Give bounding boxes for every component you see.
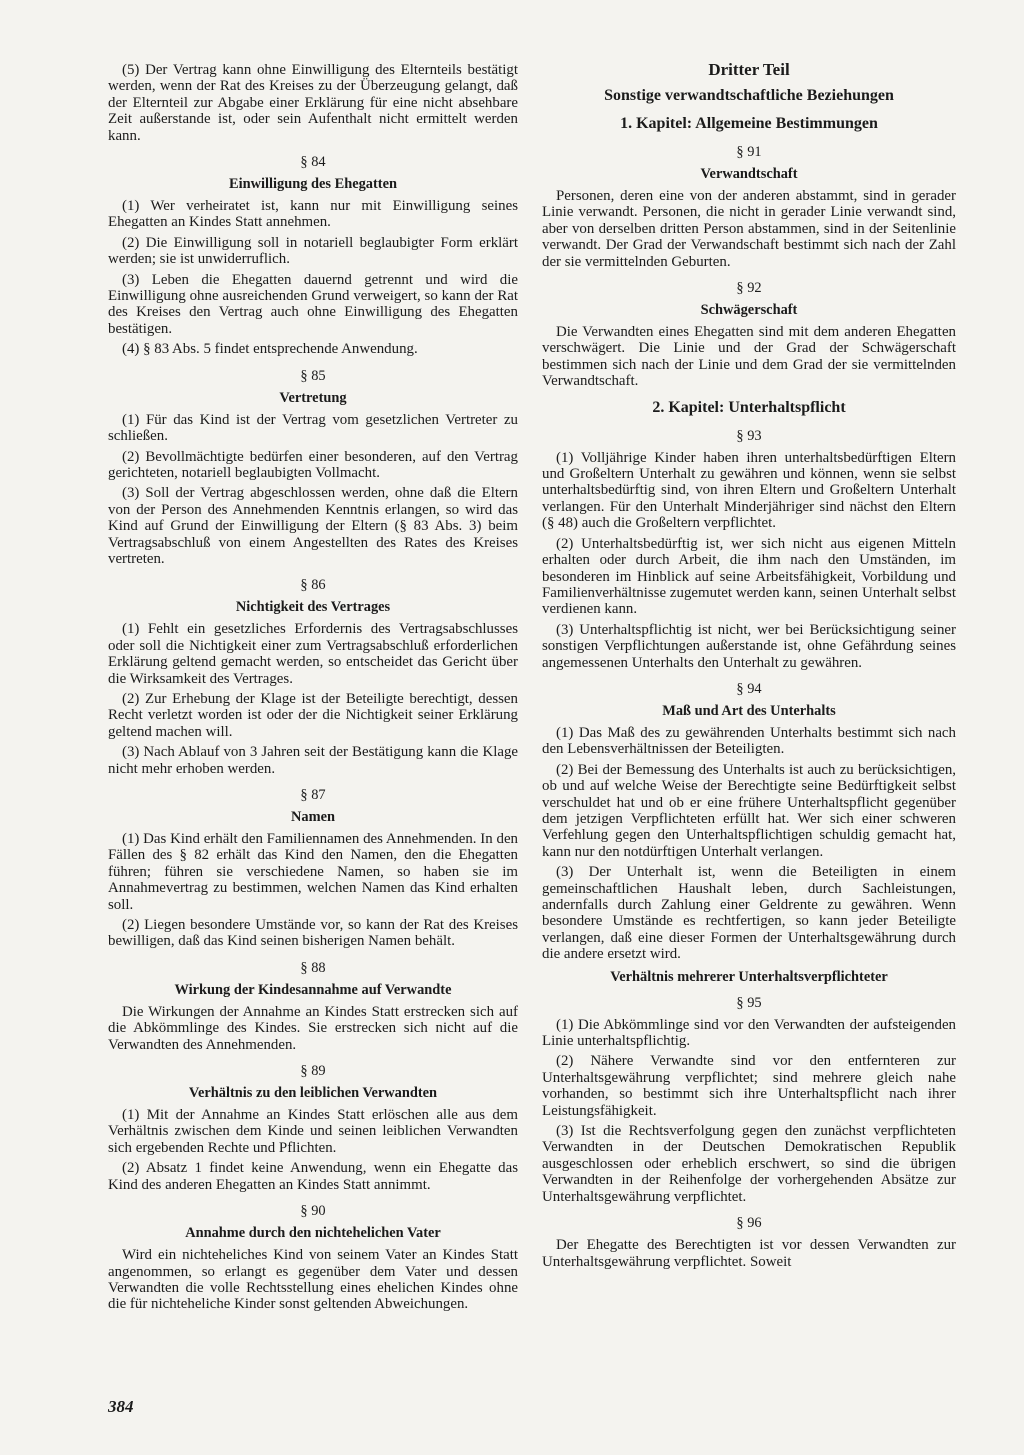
paragraph: (1) Das Kind erhält den Familiennamen des Annehmenden. In den Fällen des § 82 erhält das Kind den Namen, den die Ehegatten führen; führen sie verschiedene Namen, so haben sie im Annahmevertrag zu bestimmen, welchen Namen das Kind erhalten soll. (108, 831, 518, 913)
paragraph: (2) Zur Erhebung der Klage ist der Beteiligte berechtigt, dessen Recht verletzt worden ist oder der die Nichtigkeit seiner Erklärung geltend machen will. (108, 690, 518, 740)
paragraph: (4) § 83 Abs. 5 findet entsprechende Anwendung. (122, 341, 418, 358)
paragraph: Personen, deren eine von der anderen abstammt, sind in gerader Linie verwandt. Personen, die nicht in gerader Linie verwandt sind, aber von derselben dritten Person abstammen, sind in der Seitenlinie verwandt. Der Grad der Verwandschaft bestimmt sich nach der Zahl der sie vermittelnden Geburten. (542, 188, 956, 270)
paragraph: (5) Der Vertrag kann ohne Einwilligung des Elternteils bestätigt werden, wenn der Rat des Kreises zu der Überzeugung gelangt, daß der Elternteil zur Abgabe einer Erklärung für eine nicht absehbare Zeit außerstande ist, oder sein Aufenthalt nicht ermittelt werden kann. (108, 62, 518, 144)
section-heading: Schwägerschaft (700, 302, 798, 319)
paragraph: Die Wirkungen der Annahme an Kindes Statt erstrecken sich auf die Abkömmlinge des Kindes. Sie erstrecken sich nicht auf die Verwandten des Annehmenden. (108, 1003, 518, 1053)
section-number: § 90 (300, 1203, 326, 1220)
paragraph: (3) Der Unterhalt ist, wenn die Beteiligten in einem gemeinschaftlichen Haushalt leben, durch Sachleistungen, andernfalls durch Zahlung einer Geldrente zu gewähren. Wenn besondere Umstände es rechtfertigen, so kann jeder Beteiligte verlangen, daß eine dieser Formen der Unterhaltsgewährung durch die andere ersetzt wird. (542, 864, 956, 963)
section-heading: Namen (291, 809, 335, 825)
paragraph: (2) Die Einwilligung soll in notariell beglaubigter Form erklärt werden; sie ist unwiderruflich. (108, 234, 518, 268)
section-heading: Nichtigkeit des Vertrages (235, 599, 391, 616)
left-column (108, 62, 518, 1317)
section-group-heading: Verhältnis mehrerer Unterhaltsverpflichteter (610, 968, 888, 985)
section-heading: Verwandtschaft (700, 166, 798, 182)
paragraph: Wird ein nichteheliches Kind von seinem Vater an Kindes Statt angenommen, so erlangt es gegenüber dem Vater und dessen Verwandten die volle Rechtsstellung eines ehelichen Kindes ohne die für nichteheliche Kinder sonst geltenden Abweichungen. (108, 1247, 518, 1313)
part-title: Dritter Teil (708, 60, 790, 79)
section-number: § 86 (300, 577, 326, 594)
section-heading: Verhältnis zu den leiblichen Verwandten (188, 1085, 438, 1102)
paragraph: Der Ehegatte des Berechtigten ist vor dessen Verwandten zur Unterhaltsgewährung verpflichtet. Soweit (542, 1237, 956, 1270)
section-heading: Maß und Art des Unterhalts (662, 702, 836, 719)
section-number: § 87 (300, 787, 326, 803)
paragraph: (3) Unterhaltspflichtig ist nicht, wer bei Berücksichtigung seiner sonstigen Verpflichtungen außerstande ist, ohne Gefährdung seines angemessenen Unterhalts den Unterhalt zu gewähren. (542, 621, 956, 671)
section-number: § 93 (736, 427, 762, 444)
paragraph: (2) Nähere Verwandte sind vor den entfernteren zur Unterhaltsgewährung verpflichtet; sind mehrere gleich nahe vorhanden, so bestimmt sich ihre Unterhaltspflicht nach ihrer Leistungsfähigkeit. (542, 1053, 956, 1119)
section-number: § 85 (300, 367, 326, 384)
paragraph: (2) Bevollmächtigte bedürfen einer besonderen, auf den Vertrag gerichteten, notariell beglaubigten Vollmacht. (108, 448, 518, 481)
section-number: § 95 (736, 994, 762, 1011)
section-heading: Annahme durch den nichtehelichen Vater (185, 1225, 441, 1242)
page-number: 384 (108, 1397, 134, 1416)
paragraph: (1) Mit der Annahme an Kindes Statt erlöschen alle aus dem Verhältnis zwischen dem Kinde und seinen leiblichen Verwandten sich ergebenden Rechte und Pflichten. (108, 1107, 518, 1156)
section-heading: Wirkung der Kindesannahme auf Verwandte (174, 981, 452, 998)
paragraph: (2) Liegen besondere Umstände vor, so kann der Rat des Kreises bewilligen, daß das Kind seinen bisherigen Namen behält. (108, 917, 518, 950)
paragraph: (2) Absatz 1 findet keine Anwendung, wenn ein Ehegatte das Kind des anderen Ehegatten an Kindes Statt annimmt. (108, 1160, 518, 1193)
paragraph: (3) Soll der Vertrag abgeschlossen werden, ohne daß die Eltern von der Person des Annehmenden Kenntnis erlangen, so wird das Kind auf Grund der Einwilligung der Eltern (§ 83 Abs. 3) beim Vertragsabschluß von einem Angestellten des Rates des Kreises vertreten. (108, 485, 518, 567)
section-number: § 89 (300, 1063, 326, 1080)
paragraph: (2) Unterhaltsbedürftig ist, wer sich nicht aus eigenen Mitteln erhalten oder durch Arbeit, die ihm nach den Umständen, im besonderen im Hinblick auf seine Arbeitsfähigkeit, Vorbildung und Familienverhältnisse zugemutet werden kann, seinen Unterhalt selbst verdienen kann. (542, 535, 956, 618)
paragraph: (1) Wer verheiratet ist, kann nur mit Einwilligung seines Ehegatten an Kindes Statt annehmen. (108, 198, 518, 231)
section-number: § 91 (736, 144, 762, 160)
section-number: § 92 (736, 280, 762, 297)
section-number: § 96 (736, 1215, 762, 1232)
section-number: § 84 (300, 154, 326, 171)
section-number: § 88 (300, 959, 326, 976)
paragraph: (3) Ist die Rechtsverfolgung gegen den zunächst verpflichteten Verwandten in der Deutschen Demokratischen Republik ausgeschlossen oder erheblich erschwert, so sind die übrigen Verwandten in der Reihenfolge der vorhergehenden Absätze zur Unterhaltsgewährung verpflichtet. (542, 1123, 956, 1205)
right-column (542, 60, 956, 1274)
paragraph: (3) Nach Ablauf von 3 Jahren seit der Bestätigung kann die Klage nicht mehr erhoben werden. (108, 744, 518, 777)
chapter-heading: 1. Kapitel: Allgemeine Bestimmungen (620, 115, 878, 132)
part-subtitle: Sonstige verwandtschaftliche Beziehungen (604, 87, 894, 104)
paragraph: (2) Bei der Bemessung des Unterhalts ist auch zu berücksichtigen, ob und auf welche Weise der Berechtigte seine Bedürftigkeit selbst verschuldet hat und ob er eine frühere Unterhaltspflicht gegenüber dem jetzigen Verpflichteten erfüllt hat. Wer sich einer schweren Verfehlung gegen den Unterhaltspflichtigen schuldig gemacht hat, kann nur den notdürftigen Unterhalt verlangen. (542, 761, 956, 860)
section-heading: Vertretung (279, 389, 347, 406)
paragraph: (1) Für das Kind ist der Vertrag vom gesetzlichen Vertreter zu schließen. (108, 411, 518, 445)
section-number: § 94 (736, 680, 762, 697)
section-heading: Einwilligung des Ehegatten (229, 176, 397, 193)
chapter-heading: 2. Kapitel: Unterhaltspflicht (652, 398, 846, 416)
paragraph: (1) Die Abkömmlinge sind vor den Verwandten der aufsteigenden Linie unterhaltspflichtig. (542, 1016, 956, 1050)
paragraph: Die Verwandten eines Ehegatten sind mit dem anderen Ehegatten verschwägert. Die Linie und der Grad der Schwägerschaft bestimmen sich nach der Linie und dem Grad der sie vermittelnden Verwandtschaft. (542, 324, 956, 390)
paragraph: (1) Das Maß des zu gewährenden Unterhalts bestimmt sich nach den Lebensverhältnissen der Beteiligten. (542, 724, 956, 758)
paragraph: (1) Fehlt ein gesetzliches Erfordernis des Vertragsabschlusses oder soll die Nichtigkeit einer zum Vertragsabschluß erforderlichen Erklärung geltend gemacht werden, so entscheidet das Gericht über die Wirksamkeit des Vertrages. (108, 621, 518, 687)
paragraph: (1) Volljährige Kinder haben ihren unterhaltsbedürftigen Eltern und Großeltern Unterhalt zu gewähren und können, wenn sie selbst unterhaltsbedürftig sind, von ihren Eltern und Großeltern Unterhalt verlangen. Für den Unterhalt Minderjähriger sind nächst den Eltern (§ 48) auch die Großeltern verpflichtet. (542, 449, 956, 532)
paragraph: (3) Leben die Ehegatten dauernd getrennt und wird die Einwilligung ohne ausreichenden Grund verweigert, so kann der Rat des Kreises den Vertrag auch ohne Einwilligung des Ehegatten bestätigen. (108, 271, 518, 337)
